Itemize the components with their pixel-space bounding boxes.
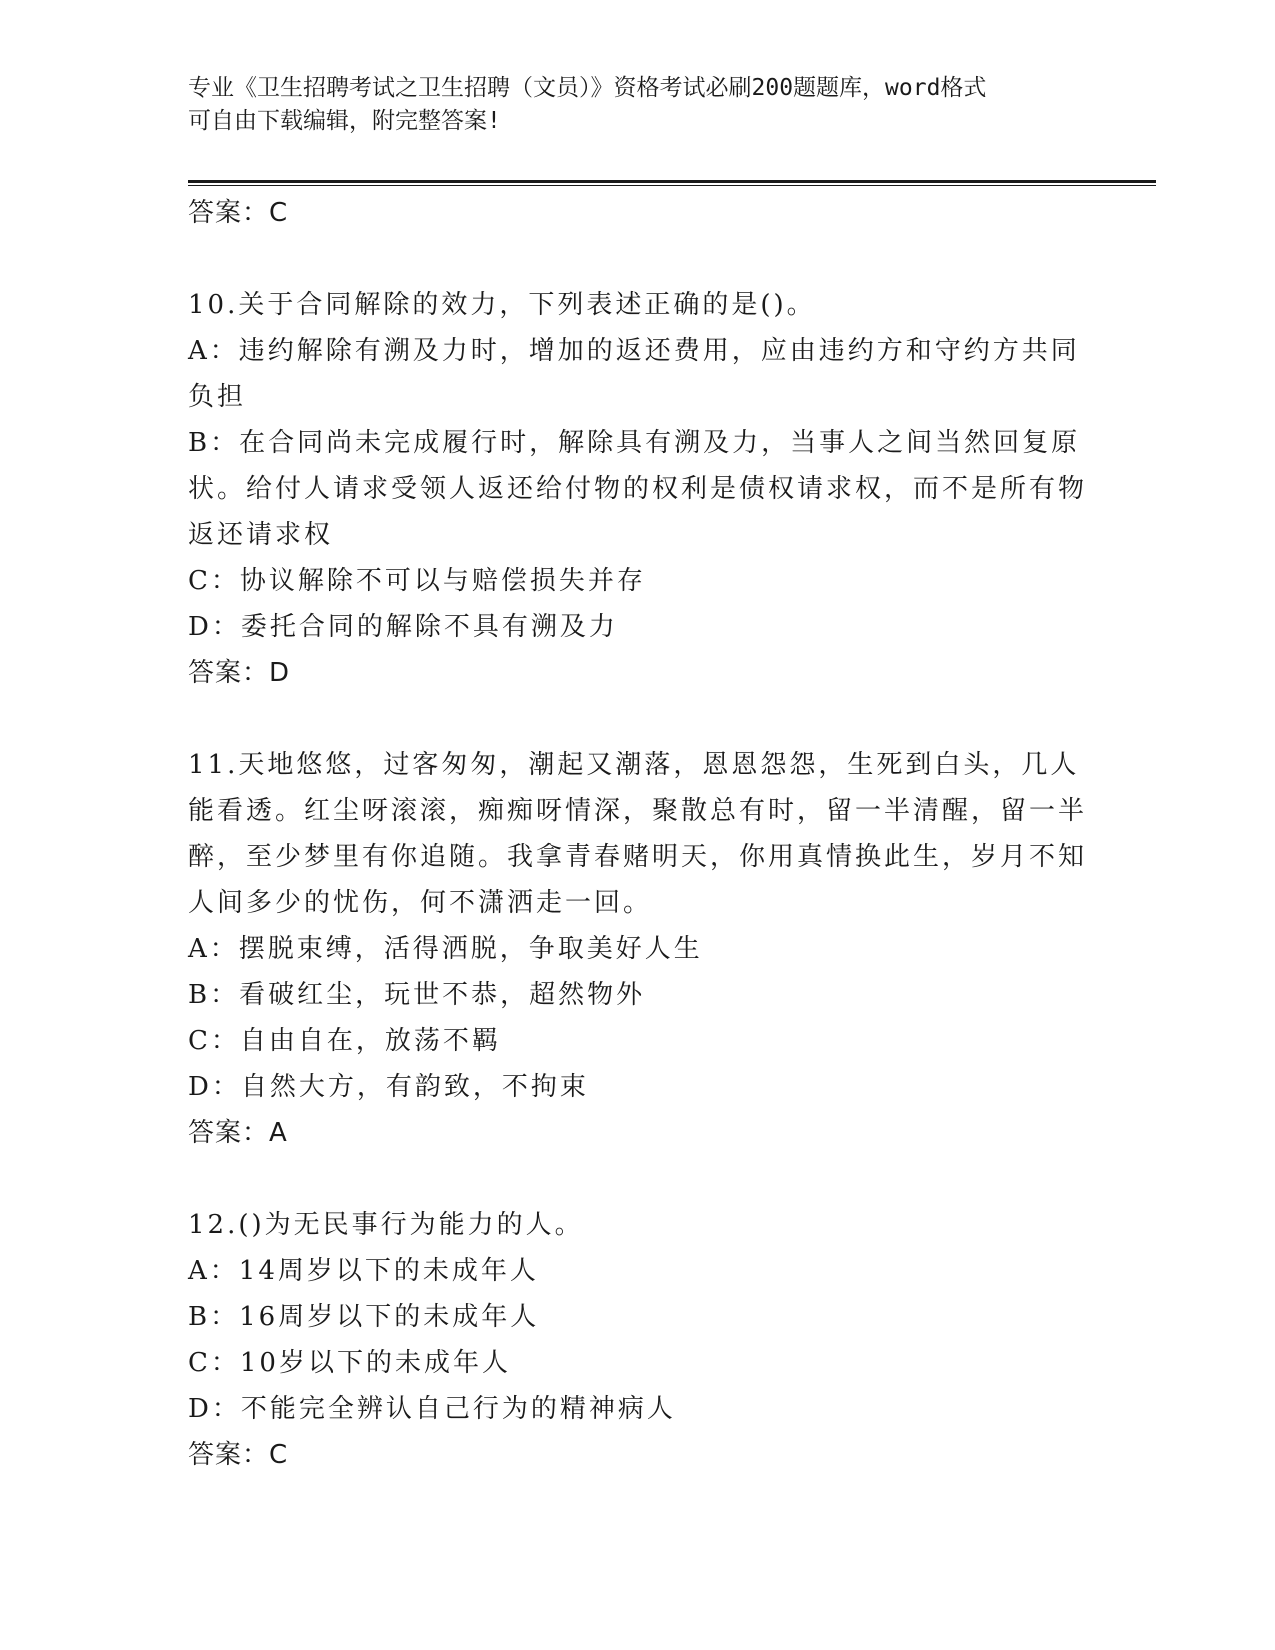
previous-answer: 答案：C bbox=[188, 198, 289, 228]
option-b: B：在合同尚未完成履行时，解除具有溯及力，当事人之间当然回复原状。给付人请求受领人返还给付物的权利是债权请求权，而不是所有物返还请求权 bbox=[188, 428, 1088, 550]
option-a: A：摆脱束缚，活得洒脱，争取美好人生 bbox=[188, 934, 703, 964]
option-d: D：自然大方，有韵致，不拘束 bbox=[188, 1072, 589, 1102]
option-d: D：不能完全辨认自己行为的精神病人 bbox=[188, 1394, 676, 1424]
option-b: B：16周岁以下的未成年人 bbox=[188, 1302, 540, 1332]
document-body bbox=[188, 190, 1088, 1478]
option-b: B：看破红尘，玩世不恭，超然物外 bbox=[188, 980, 646, 1010]
question-11 bbox=[188, 742, 1088, 1156]
question-text: 12.()为无民事行为能力的人。 bbox=[188, 1210, 584, 1240]
question-12 bbox=[188, 1202, 1088, 1478]
page-header bbox=[188, 72, 1088, 138]
answer: 答案：A bbox=[188, 1118, 288, 1148]
header-line-1: 专业《卫生招聘考试之卫生招聘（文员）》资格考试必刷200题题库，word格式 bbox=[188, 75, 987, 101]
question-text: 10.关于合同解除的效力，下列表述正确的是()。 bbox=[188, 290, 816, 320]
option-a: A：14周岁以下的未成年人 bbox=[188, 1256, 539, 1286]
question-10 bbox=[188, 282, 1088, 696]
answer: 答案：D bbox=[188, 658, 291, 688]
header-line-2: 可自由下载编辑，附完整答案! bbox=[188, 108, 501, 134]
question-text: 11.天地悠悠，过客匆匆，潮起又潮落，恩恩怨怨，生死到白头，几人能看透。红尘呀滚滚，痴痴呀情深，聚散总有时，留一半清醒，留一半醉，至少梦里有你追随。我拿青春赌明天，你用真情换此生，岁月不知人间多少的忧伤，何不潇洒走一回。 bbox=[188, 750, 1088, 918]
answer: 答案：C bbox=[188, 1440, 289, 1470]
option-d: D：委托合同的解除不具有溯及力 bbox=[188, 612, 618, 642]
option-a: A：违约解除有溯及力时，增加的返还费用，应由违约方和守约方共同负担 bbox=[188, 336, 1080, 412]
option-c: C：自由自在，放荡不羁 bbox=[188, 1026, 501, 1056]
option-c: C：协议解除不可以与赔偿损失并存 bbox=[188, 566, 646, 596]
header-divider bbox=[188, 180, 1156, 186]
option-c: C：10岁以下的未成年人 bbox=[188, 1348, 511, 1378]
